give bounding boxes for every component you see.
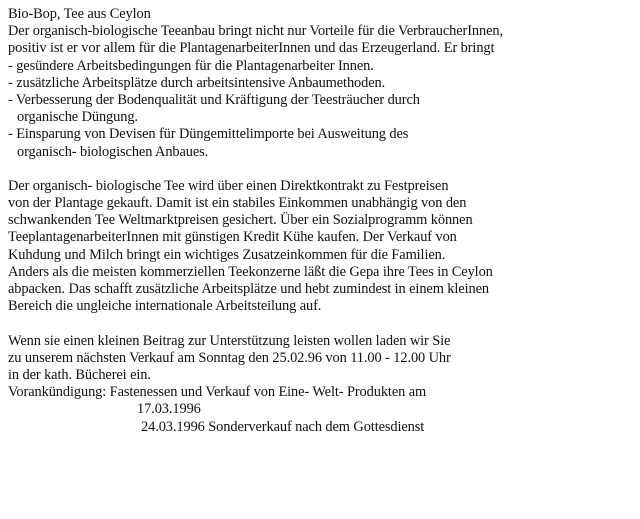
text-line: TeeplantagenarbeiterInnen mit günstigen Kredit Kühe kaufen. Der Verkauf von — [8, 229, 457, 246]
bullet-item: - Einsparung von Devisen für Düngemittelimporte bei Ausweitung des — [8, 126, 409, 143]
bullet-continuation: organisch- biologischen Anbaues. — [17, 143, 209, 160]
text-line: positiv ist er vor allem für die PlantagenarbeiterInnen und das Erzeugerland. Er bringt — [8, 40, 495, 57]
text-line: Wenn sie einen kleinen Beitrag zur Unterstützung leisten wollen laden wir Sie — [8, 332, 451, 349]
text-line: Der organisch-biologische Teeanbau bringt nicht nur Vorteile für die VerbraucherInnen, — [8, 23, 503, 40]
paragraph-benefits — [8, 23, 636, 161]
paragraph-direct-contract — [8, 178, 636, 316]
text-line: von der Plantage gekauft. Damit ist ein stabiles Einkommen unabhängig von den — [8, 195, 467, 212]
paragraph-spacer — [8, 315, 636, 332]
text-line: abpacken. Das schafft zusätzliche Arbeitsplätze und hebt zumindest in einem kleinen — [8, 281, 489, 297]
paragraph-invitation — [8, 333, 636, 436]
text-line: Kuhdung und Milch bringt ein wichtiges Zusatzeinkommen für die Familien. — [8, 246, 446, 263]
announcement-date: 17.03.1996 — [137, 401, 201, 418]
document-title: Bio-Bop, Tee aus Ceylon — [8, 6, 151, 22]
text-line: Anders als die meisten kommerziellen Teekonzerne läßt die Gepa ihre Tees in Ceylon — [8, 263, 493, 280]
announcement-line: Vorankündigung: Fastenessen und Verkauf von Eine- Welt- Produkten am — [8, 384, 427, 401]
paragraph-spacer — [8, 161, 636, 178]
bullet-item: - zusätzliche Arbeitsplätze durch arbeitsintensive Anbaumethoden. — [8, 74, 386, 91]
announcement-date: 24.03.1996 Sonderverkauf nach dem Gottesdienst — [141, 418, 425, 435]
bullet-item: - Verbesserung der Bodenqualität und Kräftigung der Teesträucher durch — [8, 91, 420, 108]
text-line: Der organisch- biologische Tee wird über einen Direktkontrakt zu Festpreisen — [8, 177, 449, 194]
document-page — [8, 6, 636, 436]
text-line: in der kath. Bücherei ein. — [8, 366, 151, 383]
text-line: zu unserem nächsten Verkauf am Sonntag den 25.02.96 von 11.00 - 12.00 Uhr — [8, 349, 451, 366]
text-line: schwankenden Tee Weltmarktpreisen gesichert. Über ein Sozialprogramm können — [8, 212, 473, 229]
bullet-item: - gesündere Arbeitsbedingungen für die Plantagenarbeiter Innen. — [8, 57, 374, 74]
bullet-continuation: organische Düngung. — [17, 109, 138, 126]
text-line: Bereich die ungleiche internationale Arbeitsteilung auf. — [8, 298, 322, 315]
